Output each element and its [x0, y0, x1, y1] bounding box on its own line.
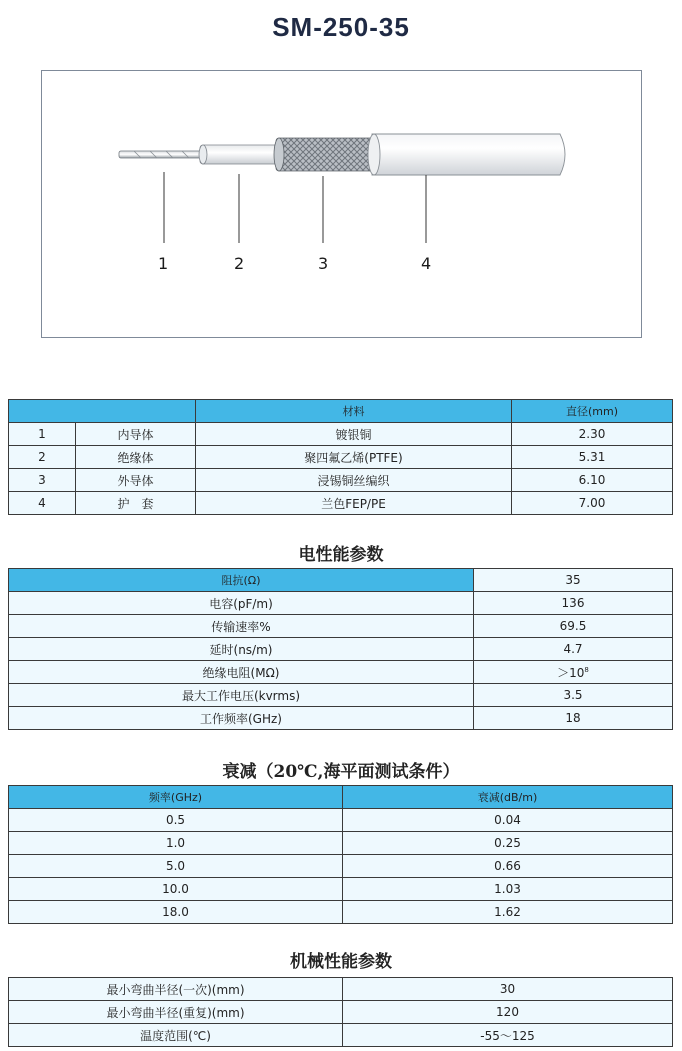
row-number: 2 [9, 446, 76, 469]
diameter: 5.31 [512, 446, 673, 469]
frequency: 1.0 [9, 832, 343, 855]
param-label: 温度范围(℃) [9, 1024, 343, 1047]
table-row [9, 446, 673, 469]
insulation [199, 145, 280, 164]
jacket [368, 134, 565, 175]
param-label: 延时(ns/m) [9, 638, 474, 661]
frequency: 10.0 [9, 878, 343, 901]
attenuation-value: 1.03 [343, 878, 673, 901]
table-row [9, 978, 673, 1001]
table-row [9, 809, 673, 832]
attenuation-heading: 衰减（20℃,海平面测试条件） [222, 762, 460, 782]
material: 兰色FEP/PE [196, 492, 512, 515]
param-label: 工作频率(GHz) [9, 707, 474, 730]
param-label: 阻抗(Ω) [9, 569, 474, 592]
table-row [9, 901, 673, 924]
attenuation-value: 0.04 [343, 809, 673, 832]
table-row [9, 1001, 673, 1024]
callout-1: 1 [158, 254, 169, 273]
attenuation-value: 0.66 [343, 855, 673, 878]
table-row [9, 832, 673, 855]
frequency: 0.5 [9, 809, 343, 832]
diameter: 2.30 [512, 423, 673, 446]
part-name: 绝缘体 [76, 446, 196, 469]
table-row [9, 855, 673, 878]
part-name: 护 套 [76, 492, 196, 515]
param-value [474, 661, 673, 684]
table-row [9, 423, 673, 446]
callout-2: 2 [234, 254, 245, 273]
cable-cross-section-illustration [42, 71, 643, 339]
table-row [9, 569, 673, 592]
diameter: 7.00 [512, 492, 673, 515]
frequency: 18.0 [9, 901, 343, 924]
param-value: -55～125 [343, 1024, 673, 1047]
inner-conductor [119, 151, 203, 158]
param-value: 136 [474, 592, 673, 615]
param-label: 最小弯曲半径(重复)(mm) [9, 1001, 343, 1024]
param-value: 120 [343, 1001, 673, 1024]
table-row [9, 592, 673, 615]
value-base: ＞10 [557, 665, 585, 680]
table-row [9, 615, 673, 638]
param-label: 电容(pF/m) [9, 592, 474, 615]
param-value: 30 [343, 978, 673, 1001]
param-value: 35 [474, 569, 673, 592]
diameter: 6.10 [512, 469, 673, 492]
callout-4: 4 [421, 254, 432, 273]
table-row [9, 684, 673, 707]
row-number: 3 [9, 469, 76, 492]
row-number: 4 [9, 492, 76, 515]
param-value: 69.5 [474, 615, 673, 638]
attenuation-value: 1.62 [343, 901, 673, 924]
outer-braid [274, 138, 376, 171]
frequency: 5.0 [9, 855, 343, 878]
param-value: 18 [474, 707, 673, 730]
table-row [9, 878, 673, 901]
param-label: 绝缘电阻(MΩ) [9, 661, 474, 684]
material: 浸锡铜丝编织 [196, 469, 512, 492]
header-cell: 直径(mm) [512, 400, 673, 423]
param-label: 最大工作电压(kvrms) [9, 684, 474, 707]
page-title: SM-250-35 [272, 12, 410, 42]
table-row [9, 638, 673, 661]
param-label: 最小弯曲半径(一次)(mm) [9, 978, 343, 1001]
table-header-row [9, 400, 673, 423]
part-name: 内导体 [76, 423, 196, 446]
table-row [9, 469, 673, 492]
param-value: 3.5 [474, 684, 673, 707]
param-label: 传输速率% [9, 615, 474, 638]
table-row [9, 492, 673, 515]
cable-diagram [41, 70, 642, 338]
value-exponent: 8 [584, 665, 589, 674]
header-cell: 衰减(dB/m) [343, 786, 673, 809]
attenuation-value: 0.25 [343, 832, 673, 855]
table-row [9, 1024, 673, 1047]
electrical-table [8, 568, 673, 730]
construction-table [8, 399, 673, 515]
table-row [9, 707, 673, 730]
electrical-heading: 电性能参数 [298, 545, 384, 565]
header-cell: 材料 [196, 400, 512, 423]
row-number: 1 [9, 423, 76, 446]
header-cell [9, 400, 196, 423]
table-header-row [9, 786, 673, 809]
part-name: 外导体 [76, 469, 196, 492]
table-row [9, 661, 673, 684]
callout-3: 3 [318, 254, 329, 273]
material: 镀银铜 [196, 423, 512, 446]
mechanical-heading: 机械性能参数 [290, 952, 392, 972]
material: 聚四氟乙烯(PTFE) [196, 446, 512, 469]
mechanical-table [8, 977, 673, 1047]
attenuation-table [8, 785, 673, 924]
header-cell: 频率(GHz) [9, 786, 343, 809]
param-value: 4.7 [474, 638, 673, 661]
